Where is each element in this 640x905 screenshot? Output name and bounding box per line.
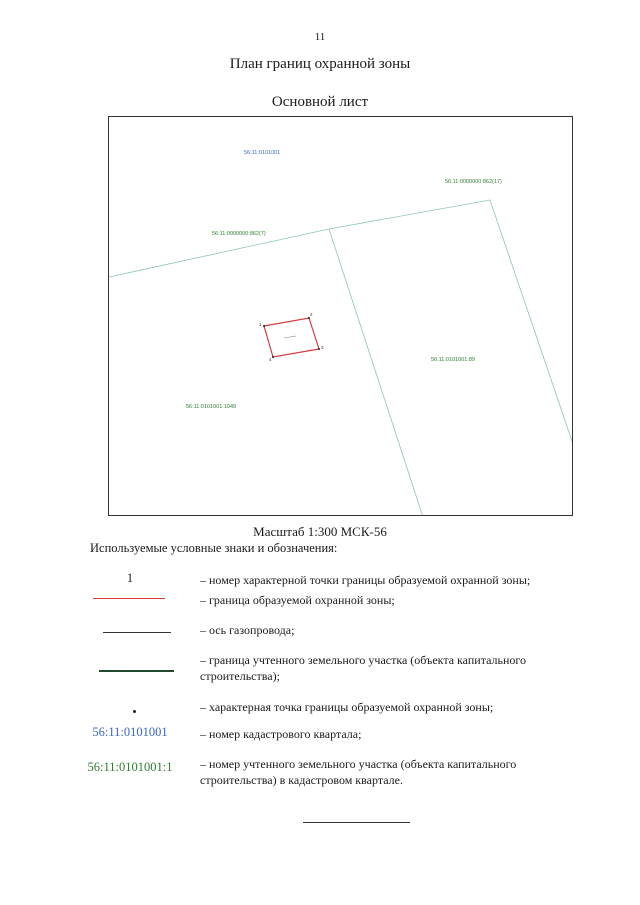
sheet-subtitle: Основной лист <box>271 94 369 110</box>
zone-point-1 <box>263 325 265 327</box>
parcel-label-top-left: 56:11:0000000:862(7) <box>212 231 266 237</box>
legend-heading: Используемые условные знаки и обозначения: <box>90 541 338 555</box>
legend-desc-parcel-boundary: – граница учтенного земельного участка (объекта капитального строительства); <box>200 653 527 683</box>
legend-desc-point-number: – номер характерной точки границы образуемой охранной зоны; <box>200 573 531 587</box>
legend-symbol-pipeline-axis <box>103 632 171 633</box>
legend-desc-quarter-number: – номер кадастрового квартала; <box>200 727 362 741</box>
legend-desc-parcel-number: – номер учтенного земельного участка (объекта капитального строительства) в кадастровом квартале. <box>200 757 517 787</box>
point-label-3: 3 <box>321 345 324 350</box>
page-number: 11 <box>314 31 326 43</box>
parcel-label-top-right: 56:11:0000000:862(17) <box>445 179 502 185</box>
zone-point-2 <box>308 317 310 319</box>
legend-symbol-zone-boundary <box>93 598 165 599</box>
parcel-boundary-right <box>490 200 573 447</box>
legend-symbol-parcel-number: 56:11:0101001:1 <box>87 760 173 774</box>
parcel-boundary-center <box>329 229 423 516</box>
zone-point-4 <box>272 356 274 358</box>
parcel-label-left: 56:11:0101001:1049 <box>186 404 237 410</box>
legend-desc-zone-boundary: – граница образуемой охранной зоны; <box>200 593 395 607</box>
protection-zone-boundary <box>264 318 319 357</box>
scale-label: Масштаб 1:300 МСК-56 <box>253 524 387 539</box>
map-drawing <box>109 117 573 516</box>
legend-symbol-zone-point-icon <box>133 710 136 713</box>
page-title: План границ охранной зоны <box>229 56 411 72</box>
gas-pipeline-axis <box>284 336 296 338</box>
legend-symbol-parcel-boundary <box>99 670 174 672</box>
parcel-boundary-upper <box>109 200 490 277</box>
legend-desc-zone-point: – характерная точка границы образуемой охранной зоны; <box>200 700 494 714</box>
boundary-plan-map <box>108 116 573 516</box>
point-label-2: 2 <box>310 312 313 317</box>
point-label-1: 1 <box>259 322 262 327</box>
footer-divider <box>303 822 410 823</box>
legend-desc-pipeline-axis: – ось газопровода; <box>200 623 295 637</box>
legend-symbol-quarter-number: 56:11:0101001 <box>92 725 168 739</box>
zone-point-3 <box>318 348 320 350</box>
parcel-label-right: 56:11:0101001:89 <box>431 357 475 363</box>
legend-symbol-point-number: 1 <box>126 571 134 585</box>
point-label-4: 4 <box>269 357 272 362</box>
quarter-number-label: 56:11:0101001 <box>244 150 281 156</box>
